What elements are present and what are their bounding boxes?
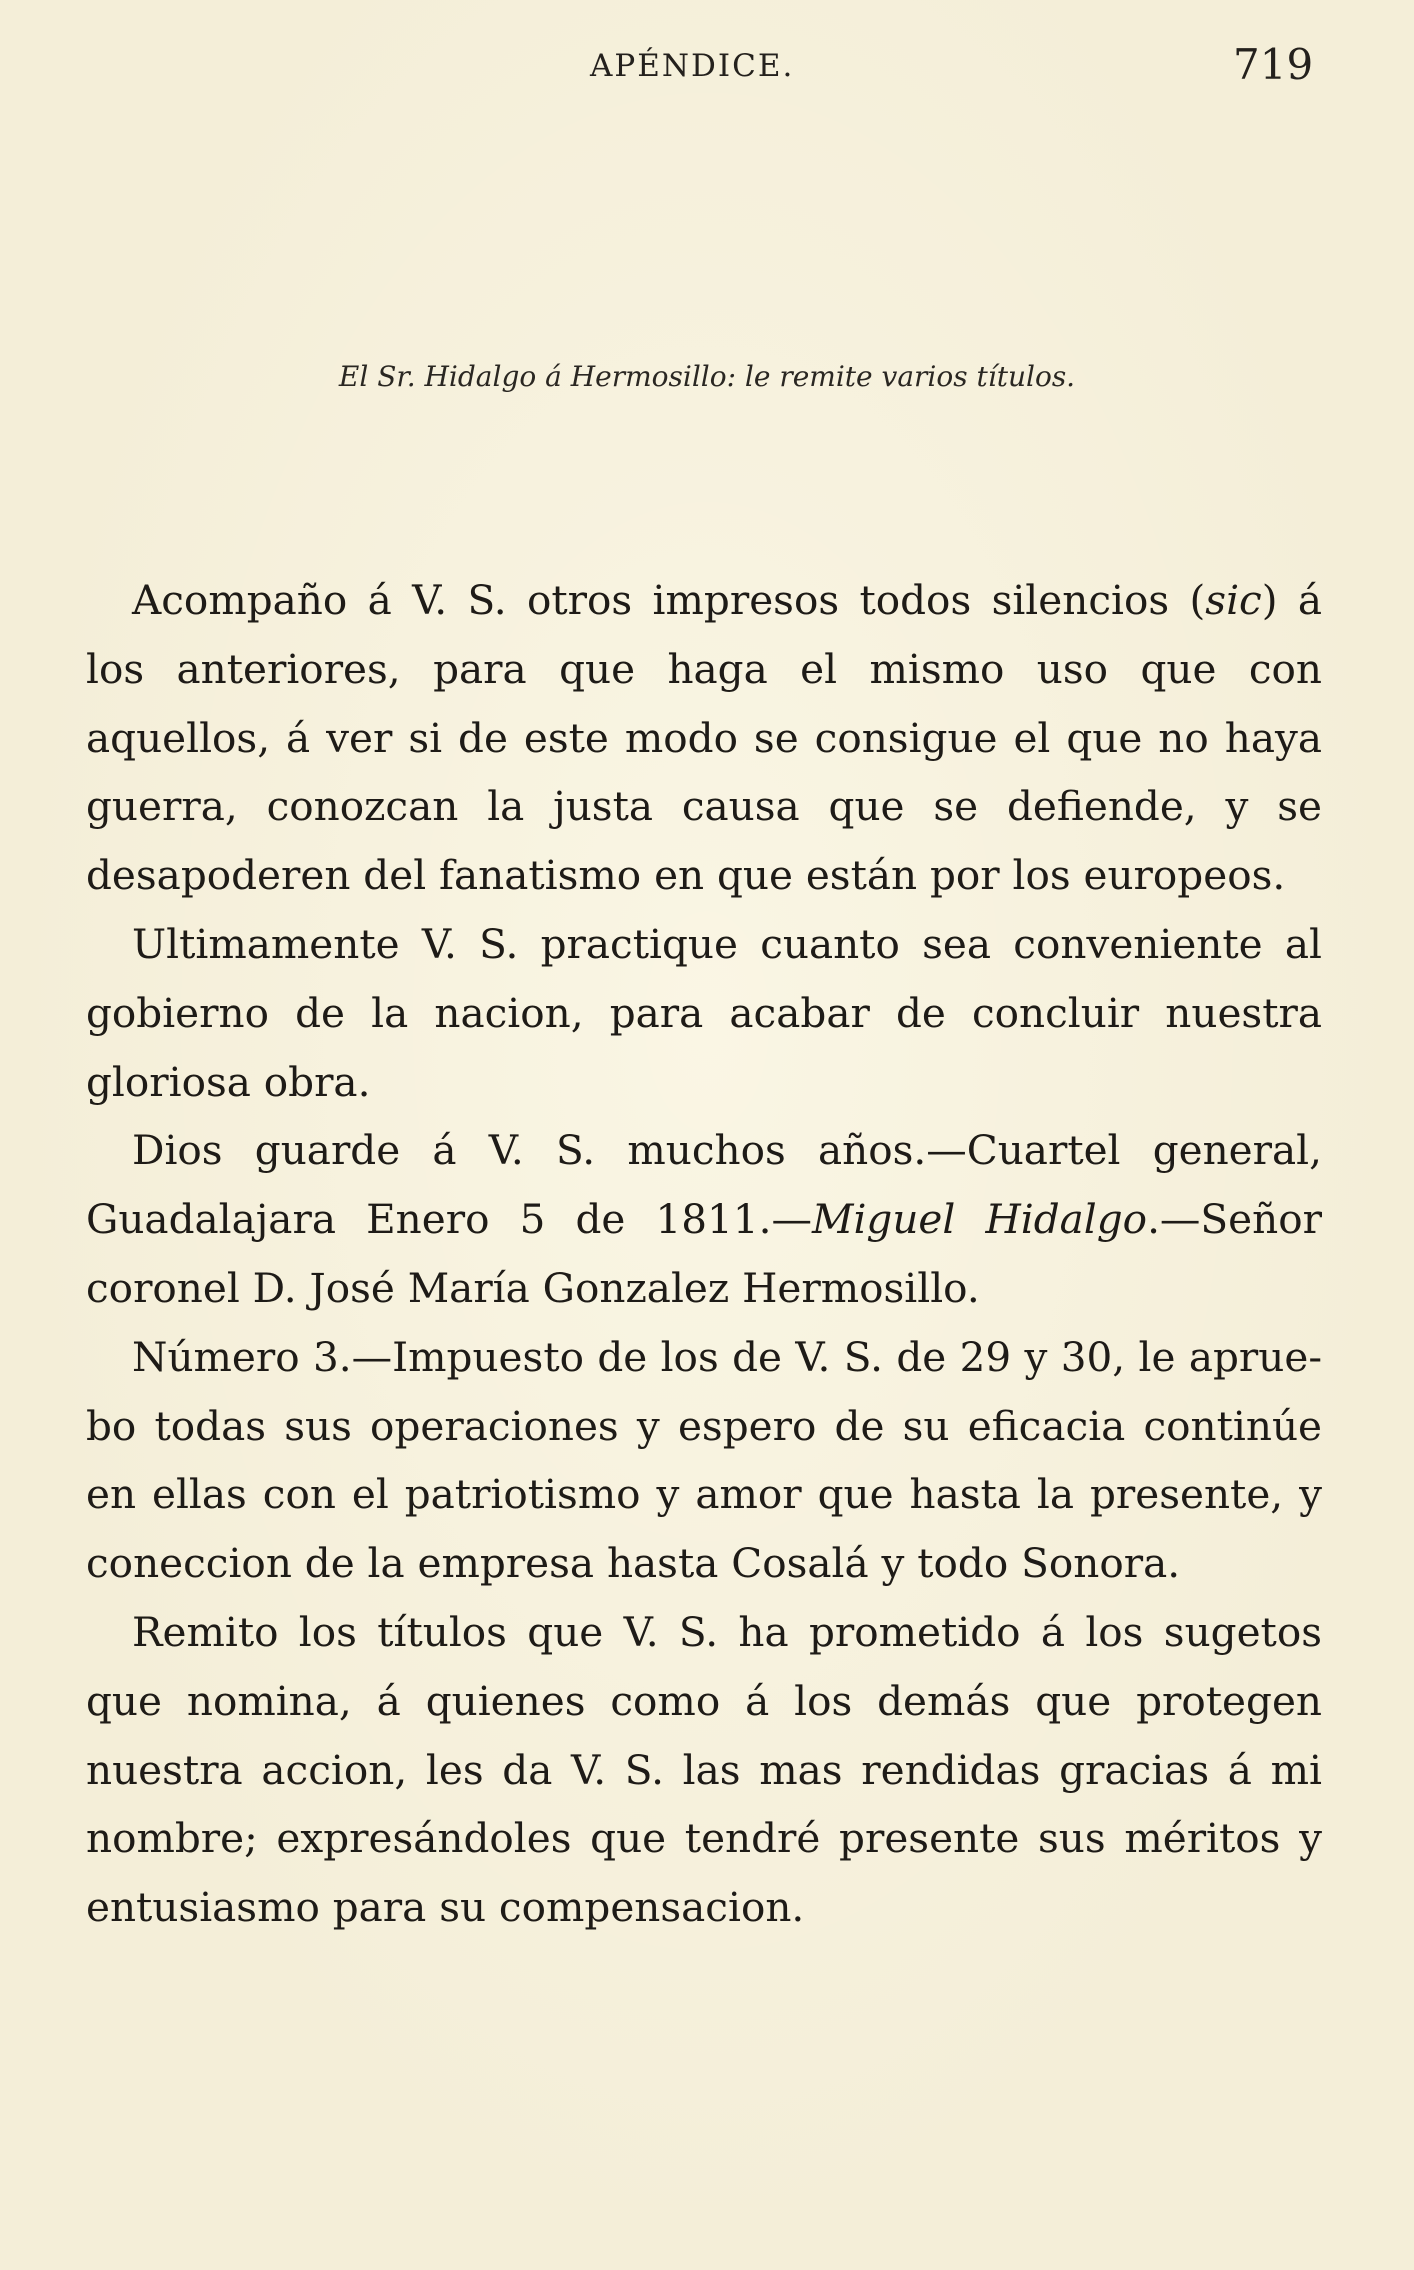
letter-caption: El Sr. Hidalgo á Hermosillo: le remite varios títulos. <box>338 360 1076 393</box>
paragraph: Ultimamente V. S. practique cuanto sea conveniente al gobierno de la nacion, para acabar de concluir nuestra gloriosa obra. <box>86 919 1322 1106</box>
page-header <box>0 40 1414 100</box>
signature-name: Miguel Hidalgo <box>811 1195 1148 1244</box>
letter-body <box>86 566 1322 1942</box>
page-number: 719 <box>1233 40 1314 89</box>
paragraph: Número 3.—Impuesto de los de V. S. de 29 y 30, le apruebo todas sus operaciones y espero de su eficacia continúe en ellas con el patriotismo y amor que hasta la presente, y coneccion de la empresa hasta Cosalá y todo Sonora. <box>86 1332 1322 1588</box>
paragraph: Remito los títulos que V. S. ha prometido á los sugetos que nomina, á quienes como á los demás que protegen nuestra accion, les da V. S. las mas rendidas gracias á mi nombre; expresándoles que tendré presente sus méritos y entusiasmo para su compensacion. <box>86 1607 1322 1932</box>
paragraph: Acompaño á V. S. otros impresos todos silencios (sic) á los anteriores, para que haga el mismo uso que con aquellos, á ver si de este modo se consigue el que no haya guerra, conozcan la justa causa que se defiende, y se desapoderen del fanatismo en que están por los europeos. <box>86 576 1323 900</box>
running-head: APÉNDICE. <box>590 48 795 84</box>
paragraph: Dios guarde á V. S. muchos años.—Cuartel general, Guadalajara Enero 5 de 1811.—Miguel Hidalgo.—Señor coronel D. José María Gonzalez Hermosillo. <box>86 1126 1322 1312</box>
